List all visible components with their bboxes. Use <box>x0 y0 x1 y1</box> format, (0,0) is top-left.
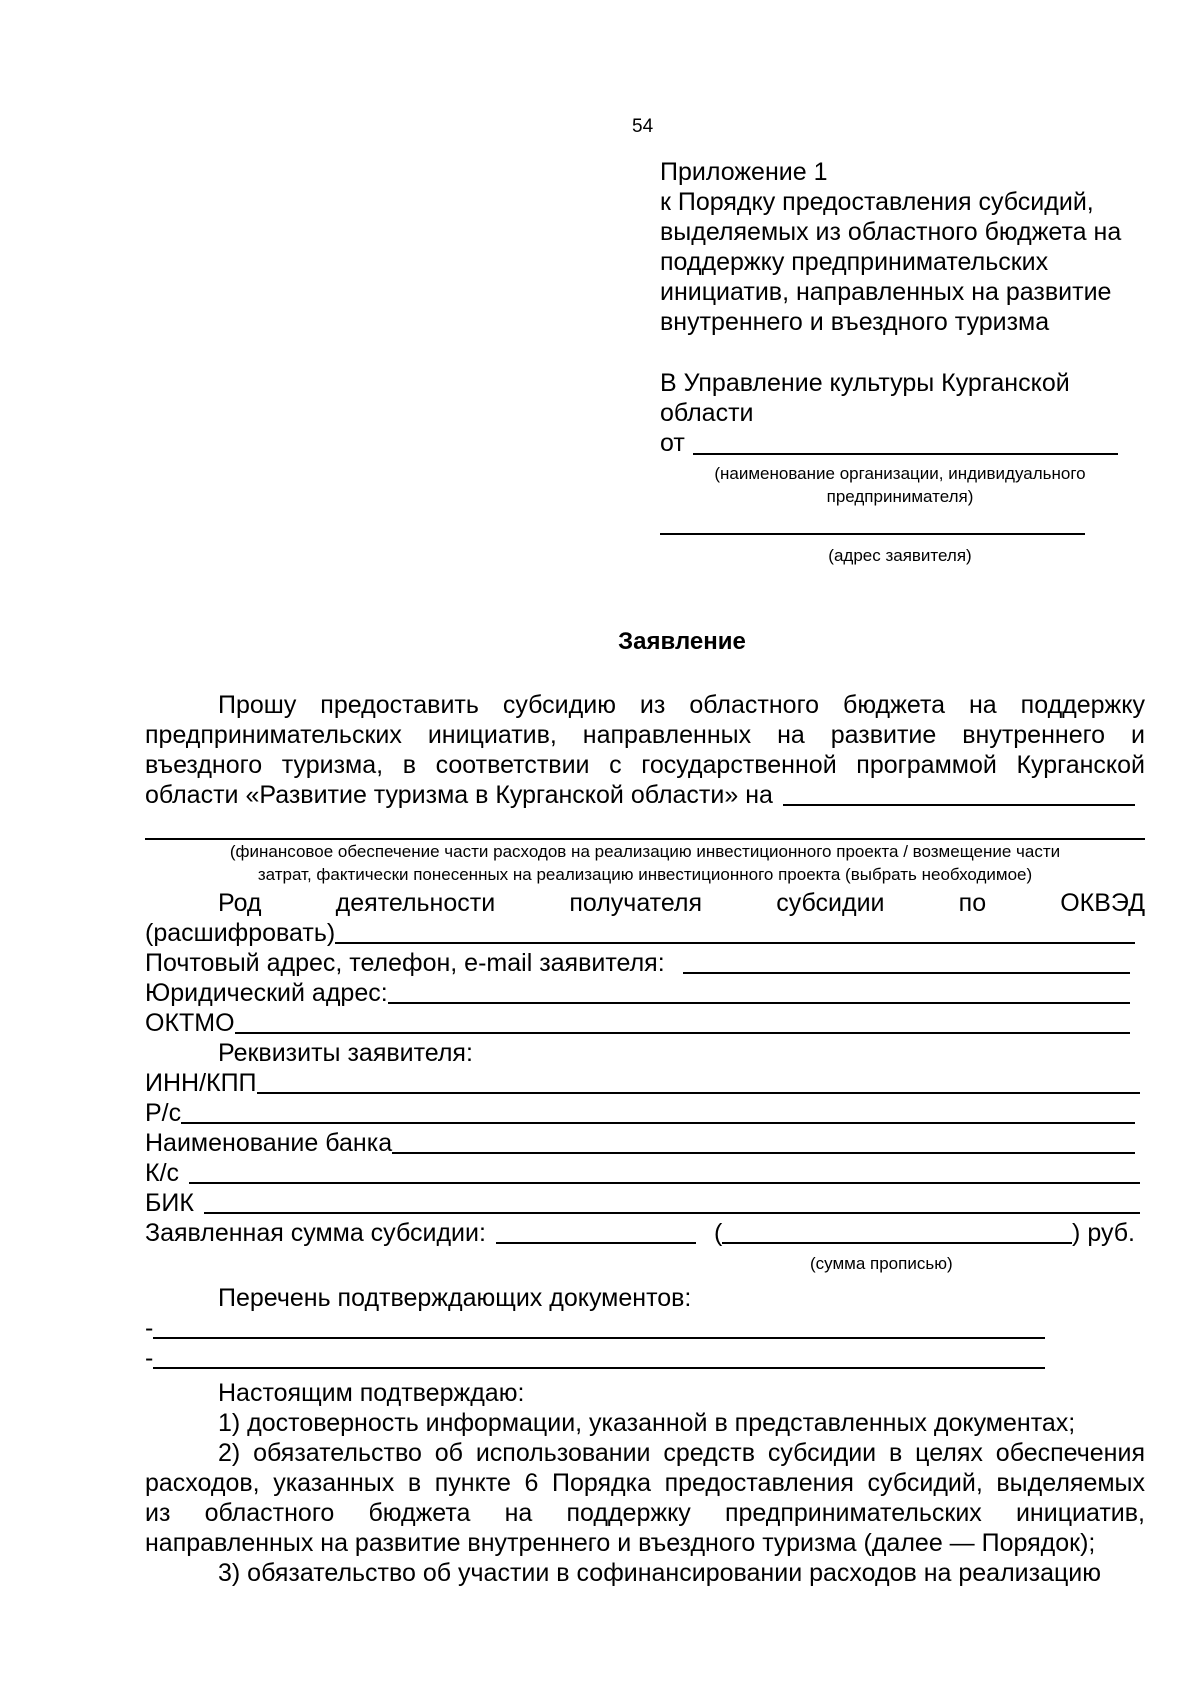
confirm-item: 1) достоверность информации, указанной в представленных документах; <box>218 1409 1076 1437</box>
appendix-line: внутреннего и въездного туризма <box>660 308 1050 336</box>
ks-field-line[interactable] <box>189 1182 1140 1184</box>
org-caption: предпринимателя) <box>826 487 974 506</box>
legal-address-label: Юридический адрес: <box>145 979 388 1007</box>
bik-field-line[interactable] <box>204 1212 1140 1214</box>
confirm-item: 3) обязательство об участии в софинансировании расходов на реализацию <box>218 1559 1102 1587</box>
confirm-item: направленных на развитие внутреннего и въездного туризма (далее — Порядок); <box>145 1529 1096 1557</box>
addressee-line: области <box>660 399 754 427</box>
rs-label: Р/с <box>145 1099 182 1127</box>
postal-label: Почтовый адрес, телефон, e-mail заявителя: <box>145 949 665 977</box>
legal-address-field-line[interactable] <box>388 1002 1130 1004</box>
appendix-line: поддержку предпринимательских <box>660 248 1049 276</box>
purpose-caption: затрат, фактически понесенных на реализацию инвестиционного проекта (выбрать необходимое) <box>257 865 1033 884</box>
from-field-line[interactable] <box>693 453 1118 455</box>
requisites-label: Реквизиты заявителя: <box>218 1039 473 1067</box>
bik-label: БИК <box>145 1189 194 1217</box>
sum-label: Заявленная сумма субсидии: <box>145 1219 486 1247</box>
sum-paren-open: ( <box>713 1219 723 1247</box>
appendix-line: инициатив, направленных на развитие <box>660 278 1112 306</box>
okved-decode-label: (расшифровать) <box>145 919 336 947</box>
rs-field-line[interactable] <box>181 1122 1135 1124</box>
from-label: от <box>660 429 685 457</box>
document-title: Заявление <box>618 628 746 655</box>
request-line: предпринимательских инициатив, направленных на развитие внутреннего и <box>145 721 1145 749</box>
sum-words-field-line[interactable] <box>722 1242 1072 1244</box>
oktmo-label: ОКТМО <box>145 1009 235 1037</box>
bank-field-line[interactable] <box>392 1152 1135 1154</box>
address-field-line[interactable] <box>660 533 1085 535</box>
appendix-line: к Порядку предоставления субсидий, <box>660 188 1094 216</box>
documents-label: Перечень подтверждающих документов: <box>218 1284 692 1312</box>
documents-bullet: - <box>145 1314 154 1342</box>
okved-label: Род деятельности получателя субсидии по ОКВЭД <box>218 889 1145 917</box>
sum-suffix: ) руб. <box>1072 1219 1135 1247</box>
document-field-line[interactable] <box>153 1367 1045 1369</box>
document-field-line[interactable] <box>153 1337 1045 1339</box>
purpose-field-line[interactable] <box>783 804 1135 806</box>
postal-field-line[interactable] <box>683 972 1130 974</box>
confirm-intro: Настоящим подтверждаю: <box>218 1379 525 1407</box>
confirm-item: расходов, указанных в пункте 6 Порядка предоставления субсидий, выделяемых <box>145 1469 1145 1497</box>
inn-label: ИНН/КПП <box>145 1069 257 1097</box>
sum-field-line[interactable] <box>496 1242 696 1244</box>
confirm-item: из областного бюджета на поддержку предпринимательских инициатив, <box>145 1499 1145 1527</box>
page-number: 54 <box>632 116 654 137</box>
okved-field-line[interactable] <box>335 942 1135 944</box>
address-caption: (адрес заявителя) <box>828 546 972 565</box>
confirm-item: 2) обязательство об использовании средств субсидии в целях обеспечения <box>218 1439 1145 1467</box>
org-caption: (наименование организации, индивидуального <box>714 464 1086 483</box>
request-line: области «Развитие туризма в Курганской области» на <box>145 781 773 809</box>
oktmo-field-line[interactable] <box>235 1032 1130 1034</box>
sum-caption: (сумма прописью) <box>810 1254 953 1273</box>
ks-label: К/с <box>145 1159 180 1187</box>
inn-field-line[interactable] <box>257 1092 1140 1094</box>
request-line: Прошу предоставить субсидию из областного бюджета на поддержку <box>218 691 1145 719</box>
request-line: въездного туризма, в соответствии с государственной программой Курганской <box>145 751 1145 779</box>
purpose-caption: (финансовое обеспечение части расходов на реализацию инвестиционного проекта / возмещение части <box>229 842 1061 861</box>
bank-label: Наименование банка <box>145 1129 393 1157</box>
documents-bullet: - <box>145 1344 154 1372</box>
appendix-line: выделяемых из областного бюджета на <box>660 218 1122 246</box>
addressee-line: В Управление культуры Курганской <box>660 369 1070 397</box>
appendix-line: Приложение 1 <box>660 158 828 186</box>
purpose-field-line-2[interactable] <box>145 838 1145 840</box>
